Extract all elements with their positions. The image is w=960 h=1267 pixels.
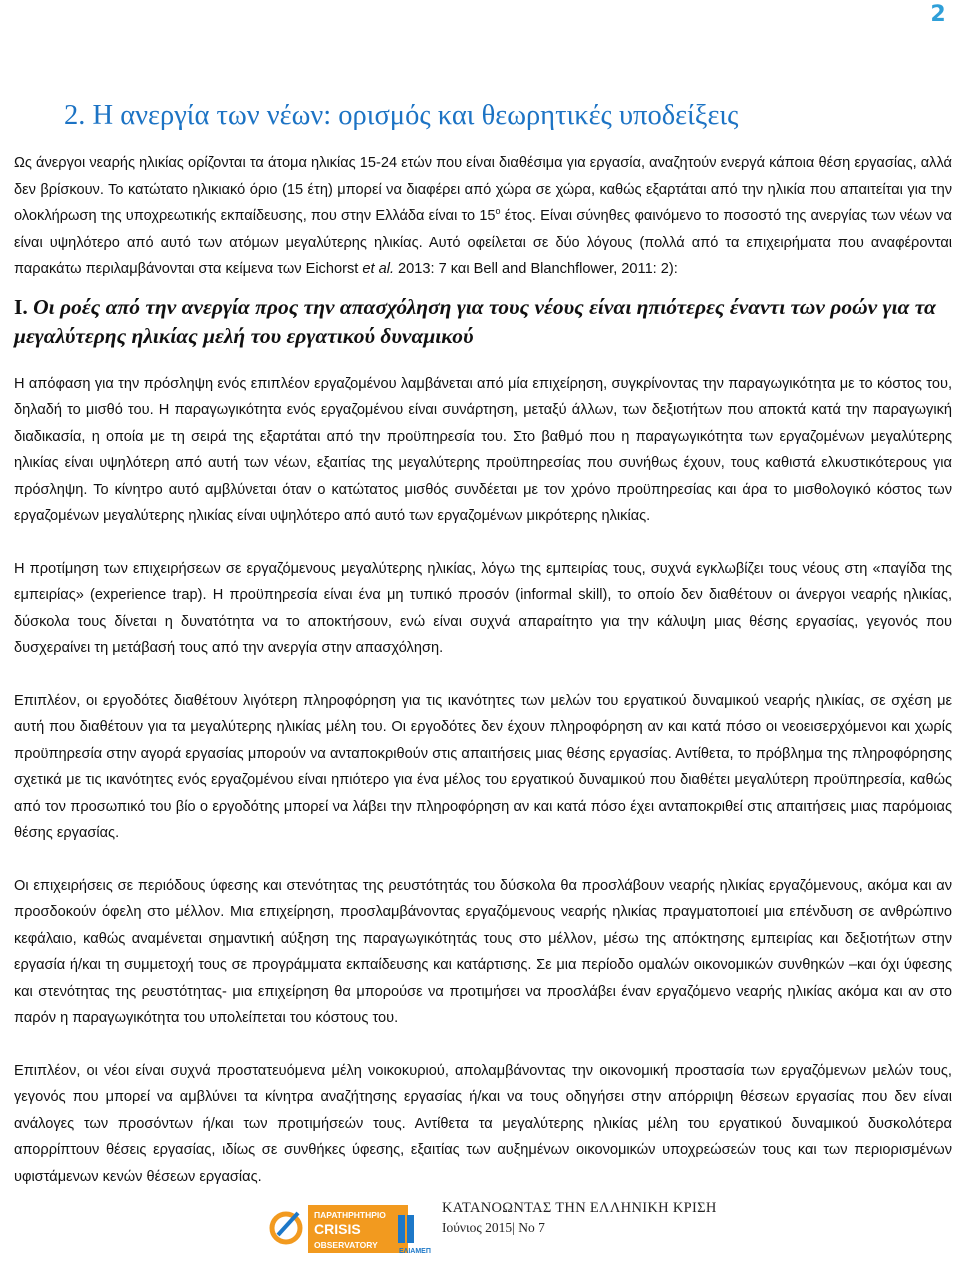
paragraph-1: Η απόφαση για την πρόσληψη ενός επιπλέον εργαζομένου λαμβάνεται από μία επιχείρηση, συγκρίνοντας την παραγωγικότητα με το κόστος του, δηλαδή το μισθό του. Η παραγωγικότητα ενός εργαζομένου είναι συνάρτηση, μεταξύ άλλων, των δεξιοτήτων που αποκτά κατά την παραγωγική διαδικασία, η οποία με τη σειρά της εξαρτάται από την προϋπηρεσία του. Στο βαθμό που η παραγωγικότητα των εργαζομένων μεγαλύτερης ηλικίας είναι υψηλότερη από αυτή των νέων, εξαιτίας της μεγαλύτερης προϋπηρεσίας που συνήθως έχουν, τους καθιστά ελκυστικότερους για πρόσληψη. Το κίνητρο αυτό αμβλύνεται όταν ο κατώτατος μισθός συνδέεται με τον χρόνο προϋπηρεσίας και άρα το μισθολογικό κόστος των εργαζομένων μεγαλύτερης ηλικίας είναι υψηλότερο από αυτό των εργαζομένων μικρότερης ηλικίας. bbox=[14, 375, 952, 524]
eliamep-logo bbox=[398, 1215, 431, 1255]
intro-text-2: έτος. Είναι σύνηθες φαινόμενο το ποσοστό της ανεργίας των νέων να είναι υψηλότερο από αυτό των ατόμων μεγαλύτερης ηλικίας. Αυτό οφείλεται σε δύο λόγους (πολλά από τα επιχειρήματα που αναφέρονται παρακάτω περιλαμβάνονται στα κείμενα των Eichorst bbox=[14, 208, 952, 277]
page-number: 2 bbox=[930, 2, 946, 27]
ordinal-superscript: ο bbox=[495, 206, 501, 217]
intro-text-3: 2013: 7 και Bell and Blanchflower, 2011: 2): bbox=[394, 261, 678, 277]
logo-line-1: ΠΑΡΑΤΗΡΗΤΗΡΙΟ bbox=[314, 1210, 386, 1220]
intro-text-1: Ως άνεργοι νεαρής ηλικίας ορίζονται τα άτομα ηλικίας 15-24 ετών που είναι διαθέσιμα για εργασία, αναζητούν ενεργά κάποια θέση εργασίας, αλλά δεν βρίσκουν. Το κατώτατο ηλικιακό όριο (15 έτη) μπορεί να διαφέρει από χώρα σε χώρα, καθώς εξαρτάται από την ηλικία που απαιτείται για την ολοκλήρωση της υποχρεωτικής εκπαίδευσης, που στην Ελλάδα είναι το 15 bbox=[14, 155, 952, 224]
paragraph-3: Επιπλέον, οι εργοδότες διαθέτουν λιγότερη πληροφόρηση για τις ικανότητες των μελών του εργατικού δυναμικού νεαρής ηλικίας, σε σχέση με αυτή που διαθέτουν για τα μεγαλύτερης ηλικίας μέλη του. Οι εργοδότες δεν έχουν πληροφόρηση αν και κατά πόσο οι νεοεισερχόμενοι και χωρίς προϋπηρεσία στην αγορά εργασίας μπορούν να ανταποκριθούν στις απαιτήσεις μιας θέσης εργασίας. Αντίθετα, το πρόβλημα της πληροφόρησης σχετικά με τις ικανότητες ενός εργαζομένου είναι ηπιότερο για ένα μέλος του εργατικού δυναμικού που διαθέτει μεγαλύτερη προϋπηρεσία, καθώς από τον προσωπικό του βίο ο εργοδότης μπορεί να λάβει την πληροφόρηση αν και κατά πόσο έχει ανταποκριθεί στις απαιτήσεις μιας παρόμοιας θέσης εργασίας. bbox=[14, 692, 952, 841]
eliamep-label: ΕΛΙΑΜΕΠ bbox=[399, 1248, 431, 1255]
paragraph-2: Η προτίμηση των επιχειρήσεων σε εργαζόμενους μεγαλύτερης ηλικίας, λόγω της εμπειρίας τους, συχνά εγκλωβίζει τους νέους στη «παγίδα της εμπειρίας» (experience trap). Η προϋπηρεσία είναι ένα μη τυπικό προσόν (informal skill), το οποίο δεν διαθέτουν οι άνεργοι νεαρής ηλικίας, δύσκολα τους δίνεται η δυνατότητα να το αποκτήσουν, ενώ είναι συχνά απαραίτητο για την κάλυψη μιας θέσης εργασίας, γεγονός που δυσχεραίνει τη μετάβασή τους από την ανεργία στην απασχόληση. bbox=[14, 560, 952, 656]
intro-paragraph bbox=[14, 150, 952, 283]
logo-line-2: CRISIS bbox=[314, 1221, 361, 1237]
section-title: 2. Η ανεργία των νέων: ορισμός και θεωρητικές υποδείξεις bbox=[64, 100, 739, 131]
document-body bbox=[14, 150, 952, 1190]
footer-title: ΚΑΤΑΝΟΩΝΤΑΣ ΤΗΝ ΕΛΛΗΝΙΚΗ ΚΡΙΣΗ bbox=[442, 1200, 717, 1216]
et-al: et al. bbox=[362, 261, 394, 277]
logo-line-3: OBSERVATORY bbox=[314, 1240, 378, 1250]
paragraph-5: Επιπλέον, οι νέοι είναι συχνά προστατευόμενα μέλη νοικοκυριού, απολαμβάνοντας την οικονομική προστασία των εργαζόμενων μελών τους, γεγονός που μπορεί να αμβλύνει τα κίνητρα αναζήτησης εργασίας ή/και να τους οδηγήσει στην απόρριψη θέσεων εργασίας που δεν είναι ανάλογες των προσόντων ή/και των προτιμήσεών τους. Αντίθετα τα μεγαλύτερης ηλικίας μέλη του εργατικού δυναμικού δυσκολότερα απορρίπτουν θέσεις εργασίας, ιδίως σε συνθήκες ύφεσης, εξαιτίας των αυξημένων οικονομικών υποχρεώσεών τους και των περιορισμένων υφιστάμενων κενών θέσεων εργασίας. bbox=[14, 1062, 952, 1185]
footer-text bbox=[442, 1200, 717, 1236]
subheading bbox=[14, 293, 952, 351]
subheading-text: Οι ροές από την ανεργία προς την απασχόληση για τους νέους είναι ηπιότερες έναντι των ροών για τα μεγαλύτερης ηλικίας μελή του εργατικού δυναμικού bbox=[14, 294, 936, 348]
crisis-observatory-logo bbox=[272, 1205, 408, 1253]
paragraph-4: Οι επιχειρήσεις σε περιόδους ύφεσης και στενότητας της ρευστότητάς του δύσκολα θα προσλάβουν νεαρής ηλικίας εργαζόμενους, ακόμα και αν προσδοκούν όφελη στο μέλλον. Μια επιχείρηση, προσλαμβάνοντας εργαζόμενους νεαρής ηλικίας πραγματοποιεί μια επένδυση σε ανθρώπινο κεφάλαιο, καθώς αναμένεται σημαντική αύξηση της παραγωγικότητάς τους στο μέλλον, μέσω της απόκτησης εμπειρίας και δεξιοτήτων στην εργασία ή/και τη συμμετοχή τους σε προγράμματα εκπαίδευσης και κατάρτισης. Σε μια περίοδο ομαλών οικονομικών συνθηκών –και όχι ύφεσης και στενότητας της ρευστότητας- μια επιχείρηση θα μπορούσε να προτιμήσει να προσλάβει έναν εργαζόμενο νεαρής ηλικίας ακόμα και αν στο παρόν η παραγωγικότητα του υπολείπεται του κόστους του. bbox=[14, 877, 952, 1026]
subheading-number: I. bbox=[14, 294, 28, 319]
footer-issue: Ιούνιος 2015| Νο 7 bbox=[442, 1220, 545, 1235]
